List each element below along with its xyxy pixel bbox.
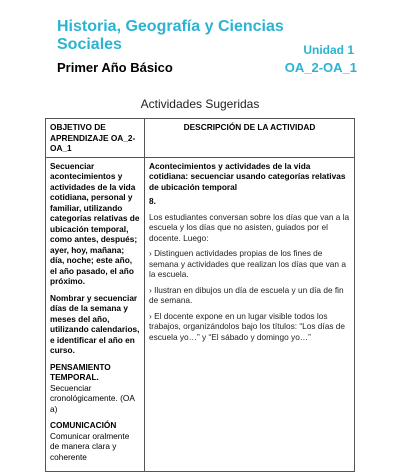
activity-bullet-1: › Distinguen actividades propias de los fines de semana y actividades que realizan los días que van a la escuela. bbox=[149, 248, 346, 279]
description-column-header: DESCRIPCIÓN DE LA ACTIVIDAD bbox=[145, 119, 355, 158]
skill-communication-title: COMUNICACIÓN bbox=[50, 420, 117, 430]
unit-label: Unidad 1 bbox=[303, 43, 354, 57]
activities-table bbox=[45, 118, 355, 472]
objective-column-header: OBJETIVO DE APRENDIZAJE OA_2-OA_1 bbox=[46, 119, 145, 158]
objective-cell bbox=[46, 157, 145, 472]
activity-bullet-2: › Ilustran en dibujos un día de escuela y un día de fin de semana. bbox=[149, 284, 344, 305]
skill-temporal bbox=[50, 362, 140, 415]
objective-code: OA_2-OA_1 bbox=[284, 60, 357, 75]
description-cell bbox=[145, 157, 355, 472]
activity-number: 8. bbox=[149, 196, 156, 206]
activity-title: Acontecimientos y actividades de la vida cotidiana: secuenciar usando categorías relativas de ubicación temporal bbox=[149, 160, 346, 192]
skill-communication-text: Comunicar oralmente de manera clara y coherente bbox=[50, 430, 130, 462]
objective-second-text: Nombrar y secuenciar días de la semana y meses del año, utilizando calendarios, e identificar el año en curso. bbox=[50, 292, 140, 355]
page-header bbox=[57, 18, 357, 75]
skill-temporal-title: PENSAMIENTO TEMPORAL. bbox=[50, 361, 111, 382]
activity-paragraph-1: Los estudiantes conversan sobre los días que van a la escuela y los días que no asisten, guiados por el docente. Luego: bbox=[149, 211, 350, 243]
activity-bullet-3: › El docente expone en un lugar visible todos los trabajos, organizándolos bajo los títulos: “Los días de escuela yo…” y “El sábado y domingo yo…” bbox=[149, 310, 346, 342]
table-row bbox=[46, 157, 355, 472]
skill-communication bbox=[50, 420, 140, 462]
table-header-row bbox=[46, 119, 355, 158]
section-title: Actividades Sugeridas bbox=[140, 97, 260, 111]
skill-temporal-text: Secuenciar cronológicamente. (OA a) bbox=[50, 382, 135, 414]
subject-title: Historia, Geografía y Ciencias Sociales bbox=[57, 18, 284, 53]
objective-main-text: Secuenciar acontecimientos y actividades de la vida cotidiana, personal y familiar, utilizando categorías relativas de ubicación temporal, como antes, después; ayer, hoy, mañana; día, noche; este año, el año pasado, el año próximo. bbox=[50, 160, 140, 286]
grade-row bbox=[57, 60, 357, 75]
grade-label: Primer Año Básico bbox=[57, 60, 173, 75]
